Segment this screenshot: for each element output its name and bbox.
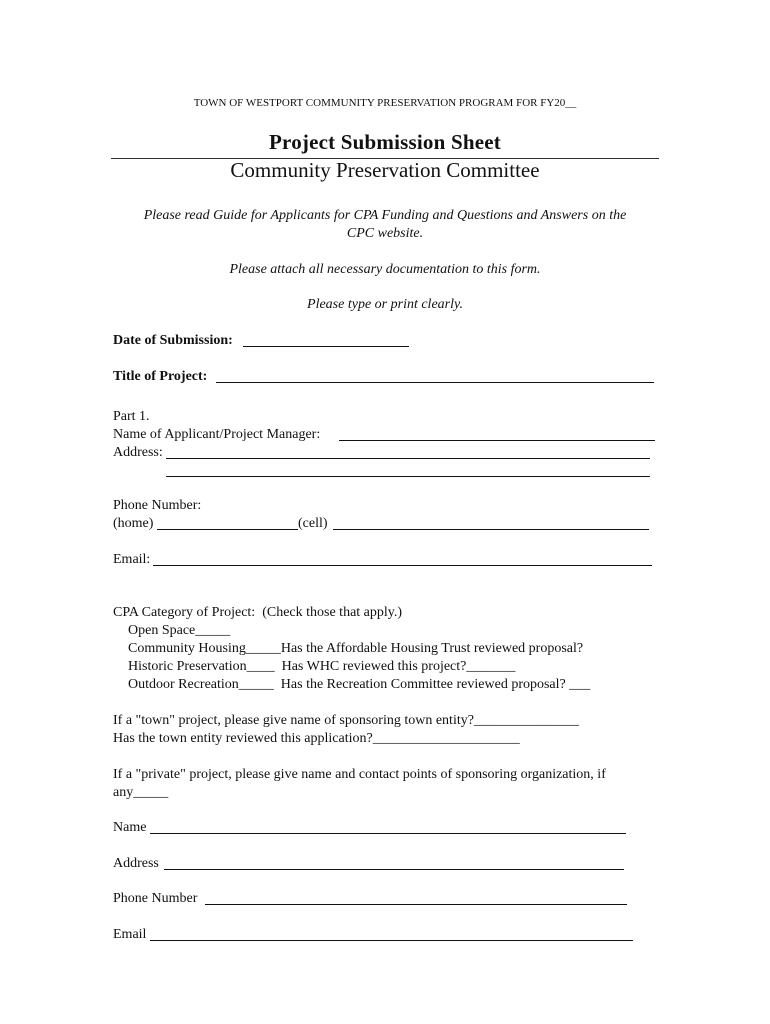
category-open-space[interactable]: Open Space_____ [128, 623, 231, 638]
program-header: TOWN OF WESTPORT COMMUNITY PRESERVATION PROGRAM FOR FY20__ [193, 97, 577, 109]
address-label: Address: [113, 445, 163, 460]
part1-heading: Part 1. [113, 409, 150, 424]
category-community-housing[interactable]: Community Housing_____Has the Affordable Housing Trust reviewed proposal? [128, 641, 584, 656]
applicant-field[interactable] [339, 440, 655, 441]
private-project-question-cont: any_____ [113, 785, 169, 800]
home-phone-label: (home) [113, 516, 154, 531]
category-heading: CPA Category of Project: (Check those that apply.) [113, 605, 403, 620]
address-field-2[interactable] [166, 476, 650, 477]
private-phone-label: Phone Number [113, 891, 198, 906]
private-email-label: Email [113, 927, 147, 942]
private-phone-field[interactable] [205, 904, 627, 905]
page-title: Project Submission Sheet [269, 130, 501, 154]
instruction-line-1: Please read Guide for Applicants for CPA Funding and Questions and Answers on the [143, 208, 627, 223]
date-of-submission-label: Date of Submission: [113, 333, 233, 348]
address-field-1[interactable] [166, 458, 650, 459]
private-email-field[interactable] [150, 940, 633, 941]
private-project-question: If a "private" project, please give name and contact points of sponsoring organization, if [113, 767, 606, 782]
cell-phone-field[interactable] [333, 529, 649, 530]
home-phone-field[interactable] [157, 529, 298, 530]
private-name-field[interactable] [150, 833, 626, 834]
cell-phone-label: (cell) [298, 516, 328, 531]
date-of-submission-field[interactable] [243, 346, 409, 347]
email-field[interactable] [153, 565, 652, 566]
phone-number-label: Phone Number: [113, 498, 202, 513]
applicant-label: Name of Applicant/Project Manager: [113, 427, 321, 442]
private-name-label: Name [113, 820, 147, 835]
instruction-attach: Please attach all necessary documentation to this form. [229, 262, 541, 277]
town-review-question: Has the town entity reviewed this application?_____________________ [113, 731, 520, 746]
email-label: Email: [113, 552, 151, 567]
private-address-label: Address [113, 856, 159, 871]
page-subtitle: Community Preservation Committee [230, 158, 540, 182]
category-outdoor-recreation[interactable]: Outdoor Recreation_____ Has the Recreation Committee reviewed proposal? ___ [128, 677, 591, 692]
category-historic-preservation[interactable]: Historic Preservation____ Has WHC reviewed this project?_______ [128, 659, 516, 674]
town-entity-question: If a "town" project, please give name of sponsoring town entity?_______________ [113, 713, 579, 728]
instruction-print: Please type or print clearly. [307, 297, 463, 312]
private-address-field[interactable] [164, 869, 624, 870]
title-of-project-field[interactable] [216, 382, 654, 383]
instruction-line-2: CPC website. [346, 226, 424, 241]
title-of-project-label: Title of Project: [113, 369, 208, 384]
